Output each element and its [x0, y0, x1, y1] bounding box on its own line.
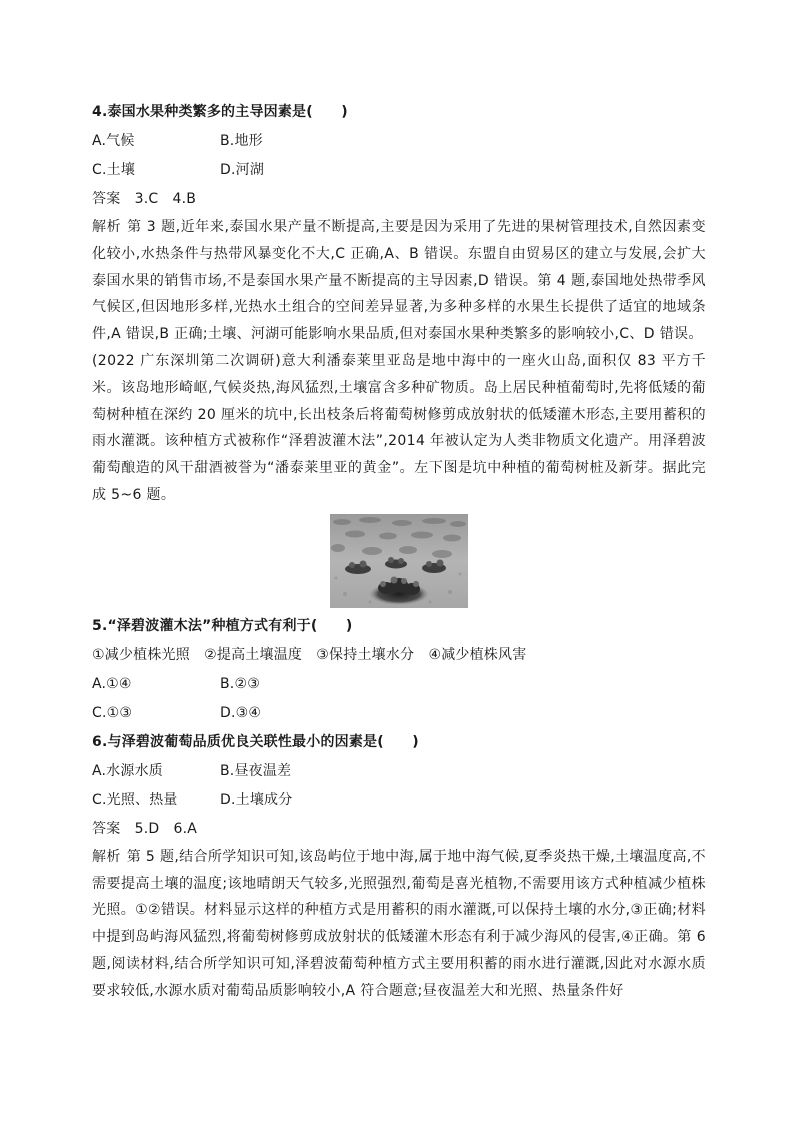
analysis-label: 解析 — [92, 848, 121, 865]
option-6d: D.土壤成分 — [220, 791, 293, 808]
option-6b: B.昼夜温差 — [220, 762, 292, 779]
question-4-options-row-2 — [92, 156, 706, 185]
option-4d: D.河湖 — [220, 162, 265, 178]
figure-container — [92, 514, 706, 608]
analysis-3-4 — [92, 214, 706, 348]
answer-5-6: 答案 5.D 6.A — [92, 820, 198, 837]
question-4-options-row-1 — [92, 127, 706, 156]
analysis-label: 解析 — [92, 219, 122, 235]
question-5-statements: ①减少植株光照 ②提高土壤温度 ③保持土壤水分 ④减少植株风害 — [92, 646, 527, 663]
option-4a: A.气候 — [92, 133, 135, 149]
analysis-5-6 — [92, 844, 706, 1005]
question-5-stem: 5.“泽碧波灌木法”种植方式有利于( ) — [92, 617, 353, 634]
option-6c: C.光照、热量 — [92, 791, 178, 808]
analysis-5-6-text: 第 5 题,结合所学知识可知,该岛屿位于地中海,属于地中海气候,夏季炎热干燥,土壤温度高,不需要提高土壤的温度;该地晴朗天气较多,光照强烈,葡萄是喜光植物,不需要用该方式种植减少植株光照。①②错误。材料显示这样的种植方式是用蓄积的雨水灌溉,可以保持土壤的水分,③正确;材料中提到岛屿海风猛烈,将葡萄树修剪成放射状的低矮灌木形态有利于减少海风的侵害,④正确。第 6 题,阅读材料,结合所学知识可知,泽碧波葡萄种植方式主要用积蓄的雨水进行灌溉,因此对水源水质要求较低,水源水质对葡萄品质影响较小,A 符合题意;昼夜温差大和光照、热量条件好 — [92, 848, 706, 999]
question-5-options-row-1 — [92, 670, 706, 699]
option-4b: B.地形 — [220, 133, 263, 149]
option-4c: C.土壤 — [92, 162, 136, 178]
question-6-options-row-1 — [92, 757, 706, 786]
option-5d: D.③④ — [220, 704, 262, 721]
option-5a: A.①④ — [92, 675, 132, 692]
option-6a: A.水源水质 — [92, 762, 163, 779]
analysis-3-4-text: 第 3 题,近年来,泰国水果产量不断提高,主要是因为采用了先进的果树管理技术,自然因素变化较小,水热条件与热带风暴变化不大,C 正确,A、B 错误。东盟自由贸易区的建立与发展,会扩大泰国水果的销售市场,不是泰国水果产量不断提高的主导因素,D 错误。第 4 题,泰国地处热带季风气候区,但因地形多样,光热水土组合的空间差异显著,为多种多样的水果生长提供了适宜的地域条件,A 错误,B 正确;土壤、河湖可能影响水果品质,但对泰国水果种类繁多的影响较小,C、D 错误。 — [92, 219, 706, 343]
question-6-options-row-2 — [92, 786, 706, 815]
document-page — [92, 98, 706, 1005]
question-5-options-row-2 — [92, 699, 706, 728]
vine-pit-photo — [330, 514, 468, 608]
answer-3-4: 答案 3.C 4.B — [92, 191, 197, 207]
material-text: (2022 广东深圳第二次调研)意大利潘泰莱里亚岛是地中海中的一座火山岛,面积仅 83 平方千米。该岛地形崎岖,气候炎热,海风猛烈,土壤富含多种矿物质。岛上居民种植葡萄时,先将低矮的葡萄树种植在深约 20 厘米的坑中,长出枝条后将葡萄树修剪成放射状的低矮灌木形态,主要用蓄积的雨水灌溉。该种植方式被称作“泽碧波灌木法”,2014 年被认定为人类非物质文化遗产。用泽碧波葡萄酿造的风干甜酒被誉为“潘泰莱里亚的黄金”。左下图是坑中种植的葡萄树桩及新芽。据此完成 5~6 题。 — [92, 352, 706, 503]
question-6-stem: 6.与泽碧波葡萄品质优良关联性最小的因素是( ) — [92, 733, 419, 750]
option-5c: C.①③ — [92, 704, 133, 721]
option-5b: B.②③ — [220, 675, 260, 692]
question-4-stem: 4.泰国水果种类繁多的主导因素是( ) — [92, 104, 348, 120]
